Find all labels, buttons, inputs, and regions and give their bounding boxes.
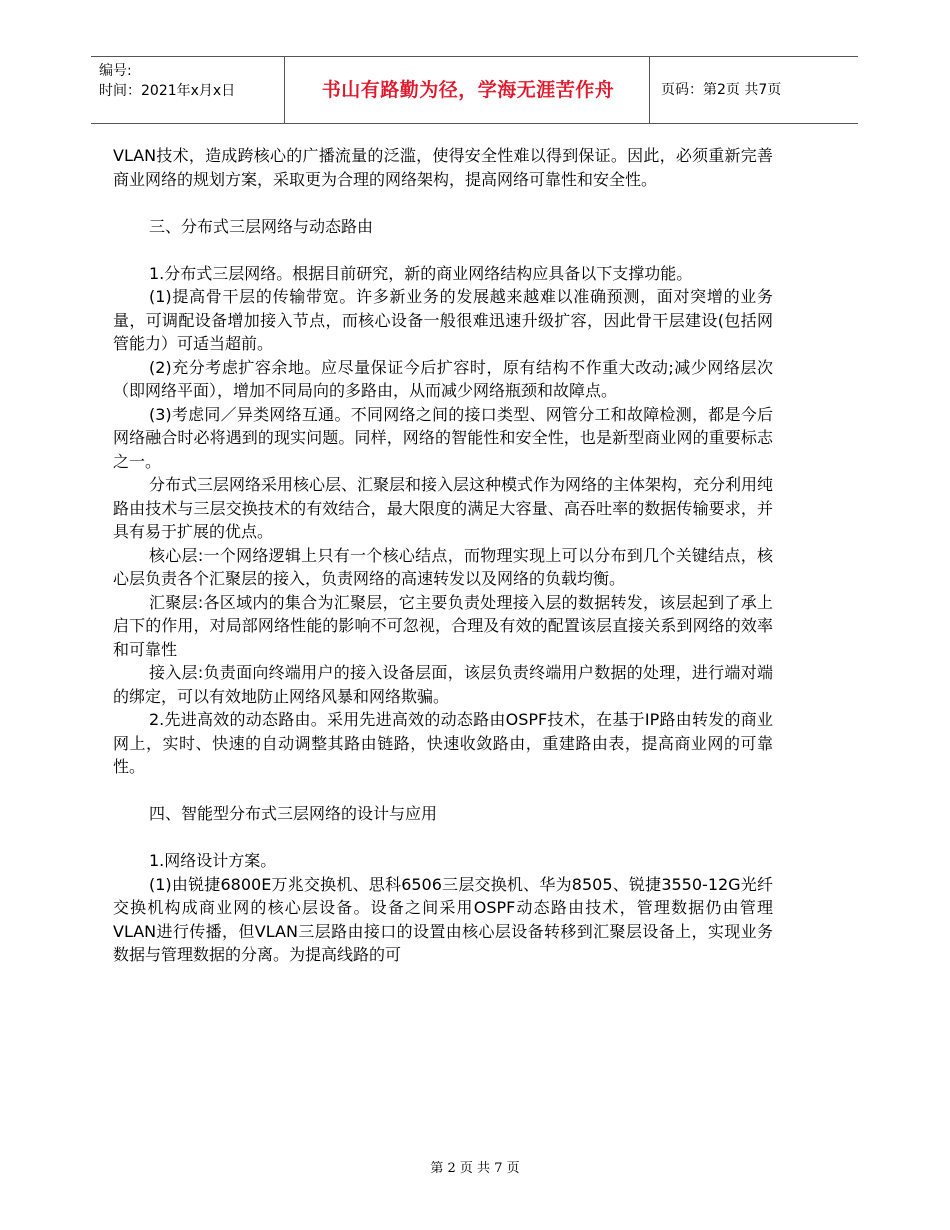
paragraph: 1.分布式三层网络。根据目前研究，新的商业网络结构应具备以下支撑功能。 (149, 263, 693, 283)
section-heading: 三、分布式三层网络与动态路由 (149, 216, 374, 236)
header-meta (99, 61, 235, 101)
header-motto: 书山有路勤为径，学海无涯苦作舟 (321, 79, 615, 101)
paragraph: (1)提高骨干层的传输带宽。许多新业务的发展越来越难以准确预测，面对突增的业务量，可调配设备增加接入节点，而核心设备一般很难迅速升级扩容，因此骨干层建设(包括网管能力）可适当超前。 (113, 287, 773, 353)
section-heading: 四、智能型分布式三层网络的设计与应用 (149, 804, 438, 823)
header-divider (284, 57, 285, 123)
page-footer: 第 2 页 共 7 页 (430, 1161, 520, 1176)
document-number-label: 编号: (99, 63, 132, 79)
paragraph: (3)考虑同／异类网络互通。不同网络之间的接口类型、网管分工和故障检测，都是今后网络融合时必将遇到的现实问题。同样，网络的智能性和安全性，也是新型商业网的重要标志之一。 (113, 404, 773, 471)
paragraph: 接入层:负责面向终端用户的接入设备层面，该层负责终端用户数据的处理，进行端对端的绑定，可以有效地防止网络风暴和网络欺骗。 (113, 663, 773, 706)
paragraph: 1.网络设计方案。 (149, 851, 277, 870)
document-body (113, 144, 773, 967)
paragraph: 2.先进高效的动态路由。采用先进高效的动态路由OSPF技术，在基于IP路由转发的商业网上，实时、快速的自动调整其路由链路，快速收敛路由，重建路由表，提高商业网的可靠性。 (113, 710, 773, 776)
paragraph: VLAN技术，造成跨核心的广播流量的泛滥，使得安全性难以得到保证。因此，必须重新完善商业网络的规划方案，采取更为合理的网络架构，提高网络可靠性和安全性。 (113, 146, 773, 189)
paragraph: 分布式三层网络采用核心层、汇聚层和接入层这种模式作为网络的主体架构，充分利用纯路由技术与三层交换技术的有效结合，最大限度的满足大容量、高吞吐率的数据传输要求，并具有易于扩展的优点。 (113, 475, 774, 541)
header-divider (649, 57, 650, 123)
paragraph: 核心层:一个网络逻辑上只有一个核心结点，而物理实现上可以分布到几个关键结点，核心层负责各个汇聚层的接入，负责网络的高速转发以及网络的负载均衡。 (113, 545, 773, 588)
header-page-info: 页码：第2页 共7页 (661, 82, 782, 98)
paragraph: (2)充分考虑扩容余地。应尽量保证今后扩容时，原有结构不作重大改动;减少网络层次（即网络平面），增加不同局向的多路由，从而减少网络瓶颈和故障点。 (113, 357, 773, 400)
document-time: 时间：2021年x月x日 (99, 83, 236, 99)
paragraph: (1)由锐捷6800E万兆交换机、思科6506三层交换机、华为8505、锐捷3550-12G光纤交换机构成商业网的核心层设备。设备之间采用OSPF动态路由技术，管理数据仍由管理VLAN进行传播，但VLAN三层路由接口的设置由核心层设备转移到汇聚层设备上，实现业务数据与管理数据的分离。为提高线路的可 (113, 874, 773, 964)
paragraph: 汇聚层:各区域内的集合为汇聚层，它主要负责处理接入层的数据转发，该层起到了承上启下的作用，对局部网络性能的影响不可忽视，合理及有效的配置该层直接关系到网络的效率和可靠性 (113, 592, 773, 659)
document-header (91, 56, 858, 124)
